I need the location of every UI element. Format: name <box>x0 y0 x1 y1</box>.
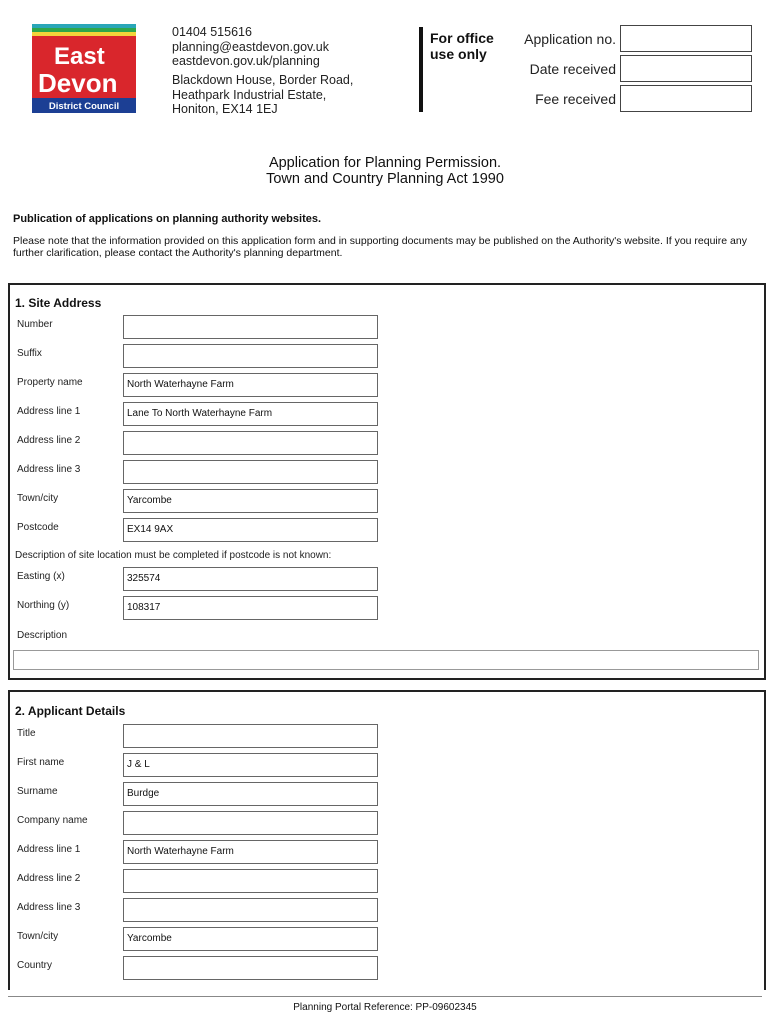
contact-address-2: Heathpark Industrial Estate, <box>172 88 327 102</box>
field-label: Postcode <box>17 522 59 533</box>
number-input[interactable] <box>123 315 378 339</box>
site-location-note: Description of site location must be completed if postcode is not known: <box>15 550 332 561</box>
description-input[interactable] <box>13 650 759 670</box>
field-label: Number <box>17 319 53 330</box>
property-name-input[interactable]: North Waterhayne Farm <box>123 373 378 397</box>
date-received-label: Date received <box>529 61 616 77</box>
field-label: Address line 2 <box>17 873 81 884</box>
northing-input[interactable]: 108317 <box>123 596 378 620</box>
logo-text-council: District Council <box>48 101 120 112</box>
easting-label: Easting (x) <box>17 571 65 582</box>
applicant-title: 2. Applicant Details <box>15 704 126 718</box>
field-label: Address line 1 <box>17 844 81 855</box>
easting-input[interactable]: 325574 <box>123 567 378 591</box>
publication-text: Please note that the information provided on this application form and in supporting documents may be published on the Authority's website. If you require any further clarification, please contact the Authority's planning department. <box>13 235 747 259</box>
footer-divider <box>8 996 762 997</box>
form-title-2: Town and Country Planning Act 1990 <box>266 171 504 187</box>
field-label: Country <box>17 960 53 971</box>
field-label: Title <box>17 728 36 739</box>
town-city-input[interactable]: Yarcombe <box>123 489 378 513</box>
fee-received-field[interactable] <box>620 85 752 112</box>
portal-reference: Planning Portal Reference: PP-09602345 <box>293 1002 477 1013</box>
application-no-field[interactable] <box>620 25 752 52</box>
field-label: Address line 3 <box>17 464 81 475</box>
publication-heading: Publication of applications on planning authority websites. <box>13 213 322 225</box>
country-input[interactable] <box>123 956 378 980</box>
field-label: Surname <box>17 786 58 797</box>
address-line-3-input[interactable] <box>123 460 378 484</box>
first-name-input[interactable]: J & L <box>123 753 378 777</box>
applicant-section <box>8 690 766 990</box>
office-use-label-2: use only <box>430 46 487 62</box>
field-label: Company name <box>17 815 88 826</box>
contact-address-3: Honiton, EX14 1EJ <box>172 102 278 116</box>
office-divider <box>419 27 423 112</box>
company-name-input[interactable] <box>123 811 378 835</box>
contact-phone: 01404 515616 <box>172 25 252 39</box>
contact-web: eastdevon.gov.uk/planning <box>172 54 320 68</box>
field-label: Town/city <box>17 493 59 504</box>
field-label: First name <box>17 757 65 768</box>
field-label: Address line 1 <box>17 406 81 417</box>
office-use-label <box>430 30 510 62</box>
form-title-1: Application for Planning Permission. <box>268 155 502 171</box>
contact-address-1: Blackdown House, Border Road, <box>172 73 354 87</box>
application-no-label: Application no. <box>524 31 616 47</box>
east-devon-logo <box>32 24 136 113</box>
title-input[interactable] <box>123 724 378 748</box>
site-address-section <box>8 283 766 680</box>
date-received-field[interactable] <box>620 55 752 82</box>
field-label: Suffix <box>17 348 42 359</box>
logo-text-east: East <box>54 43 105 70</box>
suffix-input[interactable] <box>123 344 378 368</box>
northing-label: Northing (y) <box>17 600 70 611</box>
address-line-2-input[interactable] <box>123 431 378 455</box>
description-label: Description <box>17 630 68 641</box>
applicant-address-line-2-input[interactable] <box>123 869 378 893</box>
applicant-address-line-1-input[interactable]: North Waterhayne Farm <box>123 840 378 864</box>
logo-text-devon: Devon <box>38 68 118 98</box>
site-address-title: 1. Site Address <box>15 296 102 310</box>
field-label: Address line 3 <box>17 902 81 913</box>
applicant-address-line-3-input[interactable] <box>123 898 378 922</box>
applicant-town-city-input[interactable]: Yarcombe <box>123 927 378 951</box>
field-label: Address line 2 <box>17 435 81 446</box>
field-label: Property name <box>17 377 83 388</box>
address-line-1-input[interactable]: Lane To North Waterhayne Farm <box>123 402 378 426</box>
fee-received-label: Fee received <box>535 91 616 107</box>
field-label: Town/city <box>17 931 59 942</box>
office-use-label-1: For office <box>430 30 494 46</box>
contact-email: planning@eastdevon.gov.uk <box>172 40 330 54</box>
postcode-input[interactable]: EX14 9AX <box>123 518 378 542</box>
surname-input[interactable]: Burdge <box>123 782 378 806</box>
